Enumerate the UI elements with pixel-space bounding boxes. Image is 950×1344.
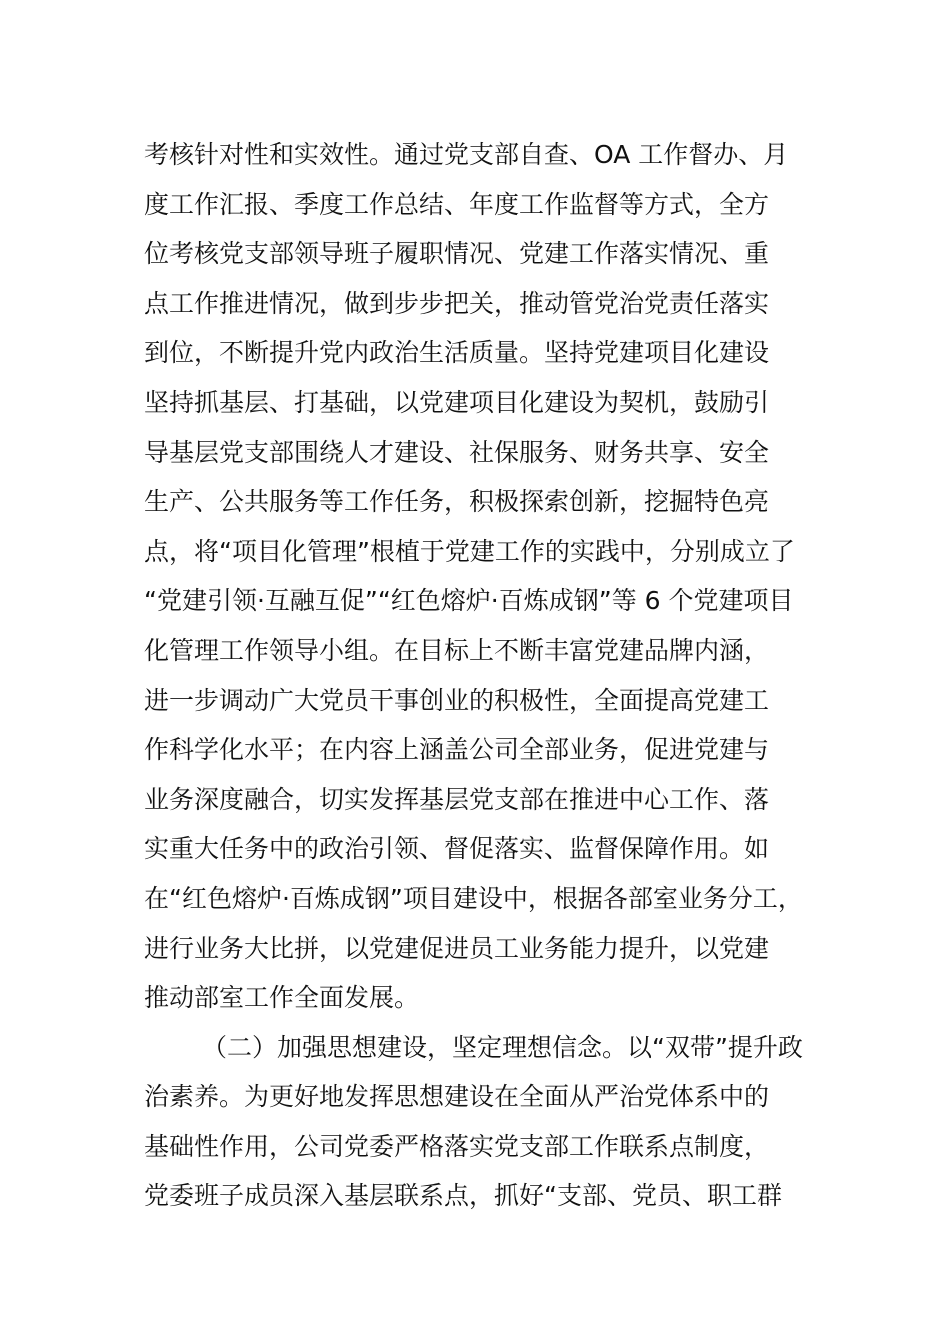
- text-line-22: 党委班子成员深入基层联系点，抓好“支部、党员、职工群: [144, 1181, 782, 1211]
- text-line-17: 进行业务大比拼，以党建促进员工业务能力提升，以党建: [144, 933, 770, 963]
- text-line-11: 化管理工作领导小组。在目标上不断丰富党建品牌内涵，: [144, 635, 770, 665]
- text-line-6: 坚持抓基层、打基础，以党建项目化建设为契机，鼓励引: [144, 387, 770, 417]
- text-line-16: 在“红色熔炉·百炼成钢”项目建设中，根据各部室业务分工，: [144, 883, 803, 913]
- text-line-1: 考核针对性和实效性。通过党支部自查、OA 工作督办、月: [144, 140, 789, 169]
- text-line-20: 治素养。为更好地发挥思想建设在全面从严治党体系中的: [144, 1082, 770, 1112]
- text-line-3: 位考核党支部领导班子履职情况、党建工作落实情况、重: [144, 239, 770, 269]
- text-line-9: 点，将“项目化管理”根植于党建工作的实践中，分别成立了: [144, 536, 795, 566]
- text-line-13: 作科学化水平；在内容上涵盖公司全部业务，促进党建与: [144, 735, 770, 765]
- text-line-4: 点工作推进情况，做到步步把关，推动管党治党责任落实: [144, 288, 770, 318]
- section-heading-line: （二）加强思想建设，坚定理想信念。以“双带”提升政: [202, 1032, 803, 1062]
- text-line-18: 推动部室工作全面发展。: [144, 983, 420, 1013]
- text-line-2: 度工作汇报、季度工作总结、年度工作监督等方式，全方: [144, 189, 770, 219]
- text-line-10: “党建引领·互融互促”“红色熔炉·百炼成钢”等 6 个党建项目: [144, 586, 794, 616]
- text-line-14: 业务深度融合，切实发挥基层党支部在推进中心工作、落: [144, 784, 770, 814]
- text-line-21: 基础性作用，公司党委严格落实党支部工作联系点制度，: [144, 1131, 770, 1161]
- text-line-7: 导基层党支部围绕人才建设、社保服务、财务共享、安全: [144, 437, 770, 467]
- document-body: [144, 130, 834, 1221]
- text-line-5: 到位，不断提升党内政治生活质量。坚持党建项目化建设: [144, 338, 770, 368]
- text-line-8: 生产、公共服务等工作任务，积极探索创新，挖掘特色亮: [144, 487, 770, 517]
- text-line-12: 进一步调动广大党员干事创业的积极性，全面提高党建工: [144, 685, 770, 715]
- text-line-15: 实重大任务中的政治引领、督促落实、监督保障作用。如: [144, 834, 770, 864]
